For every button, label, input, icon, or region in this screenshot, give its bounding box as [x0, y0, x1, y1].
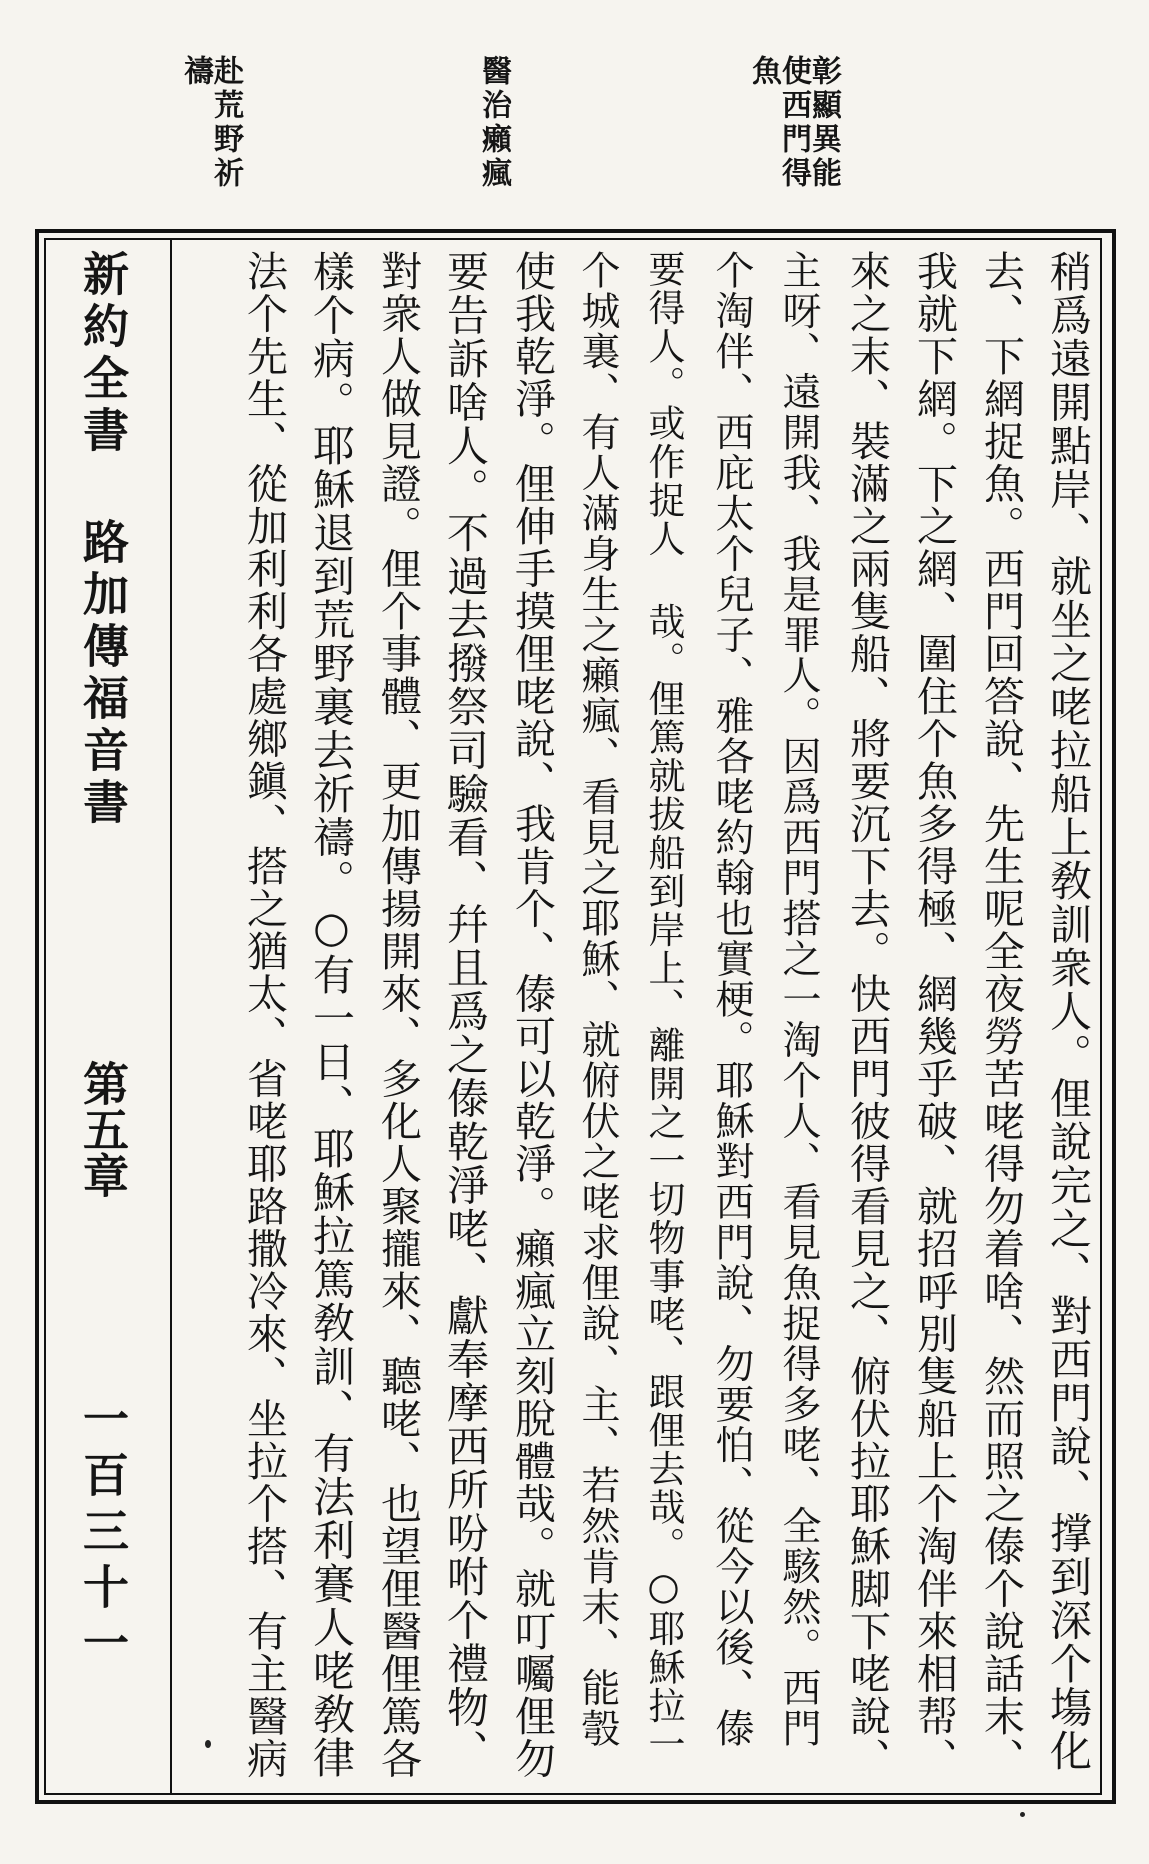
- marginal-note-2: 醫治癩瘋: [476, 55, 511, 191]
- ink-speck: [1020, 1812, 1025, 1817]
- body-column-12: 樣个病。耶穌退到荒野裏去祈禱。○有一日、耶穌拉篤敎訓、有法利賽人咾敎律: [307, 250, 356, 1780]
- body-column-2: 去、下網捉魚。西門回答說、先生呢全夜勞苦咾得勿着啥、然而照之傣个說話末、: [977, 250, 1025, 1780]
- body-column-3: 我就下網。下之網、圍住个魚多得極、網幾乎破、就招呼別隻船上个淘伴來相帮、: [910, 250, 958, 1780]
- marginal-note-1: 彰顯異能使西門得魚: [746, 55, 841, 191]
- body-column-1: 稍爲遠開點岸、就坐之咾拉船上敎訓衆人。俚說完之、對西門說、撑到深个塲化: [1044, 250, 1093, 1773]
- body-column-8: 个城裏、有人滿身生之癩瘋、看見之耶穌、就俯伏之咾求俚說、主、若然肯末、能彀: [575, 250, 620, 1749]
- book-title: 新約全書 路加傳福音書: [76, 250, 130, 830]
- body-column-4: 來之末、裝滿之兩隻船、將要沉下去。快西門彼得看見之、俯伏拉耶穌脚下咾說、: [843, 250, 891, 1780]
- body-column-11: 對衆人做見證。俚个事體、更加傳揚開來、多化人聚攏來、聽咾、也望俚醫俚篤各: [374, 250, 422, 1780]
- ink-speck: [205, 1740, 211, 1748]
- body-column-10: 要告訴啥人。不過去撥祭司驗看、幷且爲之傣乾淨咾、獻奉摩西所吩咐个禮物、: [441, 250, 490, 1773]
- marginal-note-3: 赴荒野祈禱: [178, 55, 243, 191]
- chapter-label: 第五章: [76, 1060, 130, 1198]
- page-number: 一百三十一: [76, 1395, 130, 1675]
- body-column-13: 法个先生、從加利利各處鄉鎭、搭之猶太、省咾耶路撒冷來、坐拉个搭、有主醫病: [240, 250, 288, 1780]
- body-column-9: 使我乾淨。俚伸手摸俚咾說、我肯个、傣可以乾淨。癩瘋立刻脫體哉。就叮囑俚勿: [508, 250, 556, 1780]
- body-column-7: 要得人。或作捉人 哉。俚篤就拔船到岸上、離開之一切物事咾、跟俚去哉。○耶穌拉一: [642, 250, 685, 1764]
- body-column-5: 主呀、遠開我、我是罪人。因爲西門搭之一淘个人、看見魚捉得多咾、全駭然。西門: [776, 250, 821, 1749]
- header-divider: [170, 238, 172, 1795]
- body-column-6: 个淘伴、西庇太个兒子、雅各咾約翰也實梗。耶穌對西門說、勿要怕、從今以後、傣: [709, 250, 754, 1749]
